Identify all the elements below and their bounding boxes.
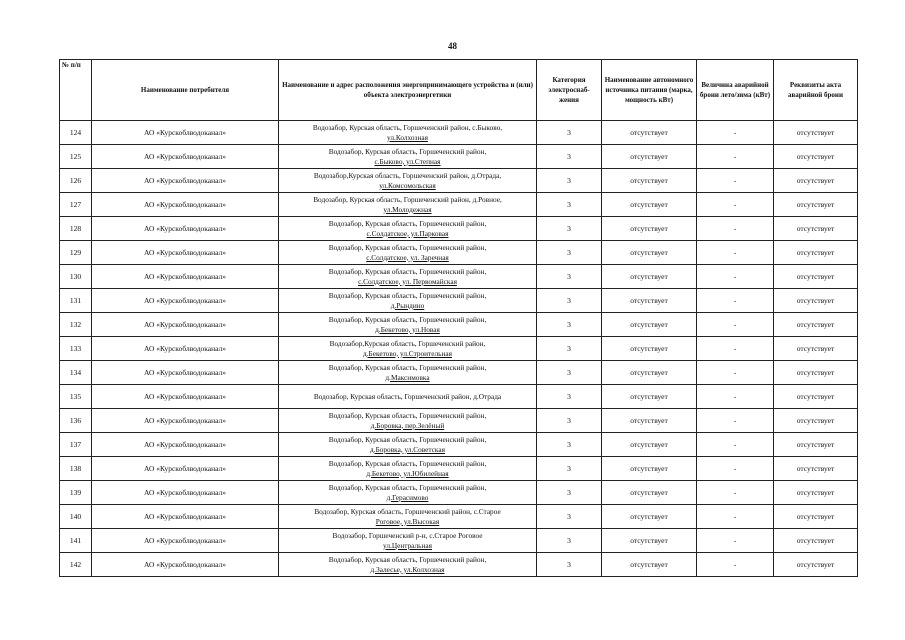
act-details-cell: отсутствует	[774, 505, 858, 529]
power-source-cell: отсутствует	[602, 193, 697, 217]
table-row	[60, 361, 858, 385]
table-row	[60, 289, 858, 313]
power-source-cell: отсутствует	[602, 313, 697, 337]
address-line-2: д.Бекетово, ул.Юбилейная	[366, 468, 449, 478]
address-cell	[279, 361, 537, 385]
power-source-cell: отсутствует	[602, 217, 697, 241]
table-row	[60, 121, 858, 145]
act-details-cell: отсутствует	[774, 385, 858, 409]
address-cell	[279, 145, 537, 169]
reserve-value-cell: -	[697, 313, 774, 337]
category-cell: 3	[537, 169, 602, 193]
row-number-cell: 129	[60, 241, 92, 265]
table-row	[60, 553, 858, 577]
table-row	[60, 481, 858, 505]
address-line-1: Водозабор, Курская область, Горшеченский район,	[328, 291, 487, 300]
reserve-value-cell: -	[697, 145, 774, 169]
address-line-1: Водозабор, Курская область, Горшеченский район,	[328, 243, 487, 252]
address-cell	[279, 313, 537, 337]
address-cell	[279, 169, 537, 193]
table-row	[60, 457, 858, 481]
address-line-2: д.Боровка, ул.Советская	[370, 444, 445, 454]
address-line-1: Водозабор, Курская область, Горшеченский район,	[328, 147, 487, 156]
reserve-value-cell: -	[697, 553, 774, 577]
act-details-cell: отсутствует	[774, 217, 858, 241]
category-cell: 3	[537, 313, 602, 337]
category-cell: 3	[537, 241, 602, 265]
address-line-1: Водозабор, Курская область, Горшеченский район,	[328, 363, 487, 372]
header-category: Категория электроснаб-жения	[537, 60, 602, 121]
power-source-cell: отсутствует	[602, 121, 697, 145]
power-source-cell: отсутствует	[602, 457, 697, 481]
consumer-name-cell: АО «Курскоблводоканал»	[92, 289, 279, 313]
consumer-name-cell: АО «Курскоблводоканал»	[92, 121, 279, 145]
category-cell: 3	[537, 265, 602, 289]
table-header-row	[60, 60, 858, 121]
address-line-2: д.Рындино	[390, 300, 425, 310]
power-source-cell: отсутствует	[602, 337, 697, 361]
table-row	[60, 145, 858, 169]
consumer-name-cell: АО «Курскоблводоканал»	[92, 553, 279, 577]
category-cell: 3	[537, 529, 602, 553]
address-line-1: Водозабор, Курская область, Горшеченский район, д.Ровное,	[313, 195, 502, 204]
act-details-cell: отсутствует	[774, 553, 858, 577]
act-details-cell: отсутствует	[774, 145, 858, 169]
category-cell: 3	[537, 145, 602, 169]
address-line-2: с.Солдатское, ул. Первомайская	[358, 276, 457, 286]
consumer-name-cell: АО «Курскоблводоканал»	[92, 169, 279, 193]
address-line-2: д.Бекетово, ул.Строительная	[363, 348, 452, 358]
act-details-cell: отсутствует	[774, 457, 858, 481]
act-details-cell: отсутствует	[774, 409, 858, 433]
consumer-name-cell: АО «Курскоблводоканал»	[92, 361, 279, 385]
table-row	[60, 337, 858, 361]
reserve-value-cell: -	[697, 505, 774, 529]
header-act: Реквизиты акта аварийной брони	[774, 60, 858, 121]
category-cell: 3	[537, 505, 602, 529]
address-line-1: Водозабор, Курская область, Горшеченский район,	[328, 219, 487, 228]
consumers-table	[59, 59, 858, 577]
power-source-cell: отсутствует	[602, 169, 697, 193]
table-row	[60, 529, 858, 553]
category-cell: 3	[537, 409, 602, 433]
table-row	[60, 265, 858, 289]
address-cell	[279, 433, 537, 457]
address-line-1: Водозабор, Курская область, Горшеченский район,	[328, 459, 487, 468]
row-number-cell: 124	[60, 121, 92, 145]
address-line-2: д.Залесье, ул.Колхозная	[370, 564, 445, 574]
reserve-value-cell: -	[697, 241, 774, 265]
page-number: 48	[448, 41, 457, 51]
row-number-cell: 136	[60, 409, 92, 433]
address-cell	[279, 337, 537, 361]
consumer-name-cell: АО «Курскоблводоканал»	[92, 409, 279, 433]
consumer-name-cell: АО «Курскоблводоканал»	[92, 217, 279, 241]
address-line-2: ул.Колхозная	[387, 132, 428, 142]
address-line-1: Водозабор, Курская область, Горшеченский район, с.Быково,	[312, 123, 503, 132]
reserve-value-cell: -	[697, 337, 774, 361]
reserve-value-cell: -	[697, 529, 774, 553]
address-cell	[279, 529, 537, 553]
reserve-value-cell: -	[697, 409, 774, 433]
power-source-cell: отсутствует	[602, 433, 697, 457]
act-details-cell: отсутствует	[774, 313, 858, 337]
category-cell: 3	[537, 361, 602, 385]
reserve-value-cell: -	[697, 433, 774, 457]
address-line-1: Водозабор, Курская область, Горшеченский район,	[328, 435, 487, 444]
address-line-2: Роговое, ул.Высокая	[375, 516, 440, 526]
reserve-value-cell: -	[697, 385, 774, 409]
address-cell	[279, 241, 537, 265]
power-source-cell: отсутствует	[602, 265, 697, 289]
address-line-2: д.Бекетово, ул.Новая	[375, 324, 440, 334]
consumer-name-cell: АО «Курскоблводоканал»	[92, 385, 279, 409]
row-number-cell: 140	[60, 505, 92, 529]
address-line-1: Водозабор, Курская область, Горшеченский район,	[328, 555, 487, 564]
consumer-name-cell: АО «Курскоблводоканал»	[92, 145, 279, 169]
address-line-2: д.Герасимово	[386, 492, 429, 502]
reserve-value-cell: -	[697, 361, 774, 385]
consumer-name-cell: АО «Курскоблводоканал»	[92, 505, 279, 529]
address-cell	[279, 193, 537, 217]
address-line-2: д.Боровка, пер.Зелёный	[370, 420, 445, 430]
header-consumer: Наименование потребителя	[92, 60, 279, 121]
address-cell	[279, 217, 537, 241]
row-number-cell: 131	[60, 289, 92, 313]
address-cell	[279, 385, 537, 409]
address-cell	[279, 553, 537, 577]
address-cell	[279, 289, 537, 313]
reserve-value-cell: -	[697, 121, 774, 145]
consumer-name-cell: АО «Курскоблводоканал»	[92, 241, 279, 265]
row-number-cell: 142	[60, 553, 92, 577]
act-details-cell: отсутствует	[774, 361, 858, 385]
act-details-cell: отсутствует	[774, 121, 858, 145]
address-line-1: Водозабор, Курская область, Горшеченский район,	[328, 267, 487, 276]
consumer-name-cell: АО «Курскоблводоканал»	[92, 337, 279, 361]
row-number-cell: 138	[60, 457, 92, 481]
address-line-2: с.Солдатское, ул. Заречная	[366, 252, 449, 262]
act-details-cell: отсутствует	[774, 169, 858, 193]
reserve-value-cell: -	[697, 193, 774, 217]
address-line-1: Водозабор, Горшеченский р-н, с.Старое Роговое	[332, 531, 483, 540]
power-source-cell: отсутствует	[602, 505, 697, 529]
act-details-cell: отсутствует	[774, 481, 858, 505]
act-details-cell: отсутствует	[774, 433, 858, 457]
address-line-2: ул.Комсомольская	[379, 180, 436, 190]
address-cell	[279, 457, 537, 481]
reserve-value-cell: -	[697, 169, 774, 193]
address-line-2: д.Максимовка	[385, 372, 430, 382]
power-source-cell: отсутствует	[602, 145, 697, 169]
table-row	[60, 217, 858, 241]
address-line-1: Водозабор, Курская область, Горшеченский район,	[328, 411, 487, 420]
consumer-name-cell: АО «Курскоблводоканал»	[92, 457, 279, 481]
header-reserve: Величина аварийной брони лето/зима (кВт)	[697, 60, 774, 121]
consumer-name-cell: АО «Курскоблводоканал»	[92, 265, 279, 289]
power-source-cell: отсутствует	[602, 481, 697, 505]
act-details-cell: отсутствует	[774, 193, 858, 217]
table-row	[60, 385, 858, 409]
act-details-cell: отсутствует	[774, 241, 858, 265]
address-line-2: ул.Центральная	[383, 540, 432, 550]
consumer-name-cell: АО «Курскоблводоканал»	[92, 313, 279, 337]
category-cell: 3	[537, 457, 602, 481]
address-cell	[279, 481, 537, 505]
row-number-cell: 130	[60, 265, 92, 289]
power-source-cell: отсутствует	[602, 553, 697, 577]
power-source-cell: отсутствует	[602, 241, 697, 265]
address-line-1: Водозабор,Курская область, Горшеченский район, д.Отрада,	[313, 171, 502, 180]
row-number-cell: 141	[60, 529, 92, 553]
address-line-1: Водозабор, Курская область, Горшеченский район,	[328, 483, 487, 492]
table-row	[60, 505, 858, 529]
reserve-value-cell: -	[697, 265, 774, 289]
header-source: Наименование автономного источника питания (марка, мощность кВт)	[602, 60, 697, 121]
power-source-cell: отсутствует	[602, 409, 697, 433]
address-cell	[279, 121, 537, 145]
category-cell: 3	[537, 385, 602, 409]
consumer-name-cell: АО «Курскоблводоканал»	[92, 433, 279, 457]
row-number-cell: 126	[60, 169, 92, 193]
table-row	[60, 241, 858, 265]
category-cell: 3	[537, 193, 602, 217]
table-row	[60, 433, 858, 457]
power-source-cell: отсутствует	[602, 289, 697, 313]
consumer-name-cell: АО «Курскоблводоканал»	[92, 193, 279, 217]
row-number-cell: 132	[60, 313, 92, 337]
reserve-value-cell: -	[697, 289, 774, 313]
table-row	[60, 193, 858, 217]
category-cell: 3	[537, 553, 602, 577]
header-num: № п/п	[60, 60, 92, 121]
table-row	[60, 169, 858, 193]
act-details-cell: отсутствует	[774, 529, 858, 553]
row-number-cell: 135	[60, 385, 92, 409]
row-number-cell: 128	[60, 217, 92, 241]
act-details-cell: отсутствует	[774, 337, 858, 361]
table-body	[60, 121, 858, 577]
address-line-2: с.Быково, ул.Степная	[374, 156, 441, 166]
row-number-cell: 133	[60, 337, 92, 361]
consumer-name-cell: АО «Курскоблводоканал»	[92, 529, 279, 553]
category-cell: 3	[537, 217, 602, 241]
power-source-cell: отсутствует	[602, 385, 697, 409]
row-number-cell: 134	[60, 361, 92, 385]
table-row	[60, 313, 858, 337]
address-line-1: Водозабор, Курская область, Горшеченский район,	[328, 315, 487, 324]
header-address: Наименование и адрес расположения энергопринимающего устройства и (или) объекта электроэнергетики	[279, 60, 537, 121]
row-number-cell: 125	[60, 145, 92, 169]
address-line-1: Водозабор, Курская область, Горшеченский район, с.Старое	[314, 507, 501, 516]
category-cell: 3	[537, 433, 602, 457]
consumer-name-cell: АО «Курскоблводоканал»	[92, 481, 279, 505]
table-row	[60, 409, 858, 433]
address-cell	[279, 265, 537, 289]
category-cell: 3	[537, 337, 602, 361]
row-number-cell: 127	[60, 193, 92, 217]
row-number-cell: 139	[60, 481, 92, 505]
address-cell	[279, 409, 537, 433]
category-cell: 3	[537, 121, 602, 145]
reserve-value-cell: -	[697, 481, 774, 505]
address-line-1: Водозабор, Курская область, Горшеченский район, д.Отрада	[313, 391, 502, 401]
address-line-1: Водозабор,Курская область, Горшеченский район,	[329, 339, 486, 348]
address-line-2: ул.Молодежная	[383, 204, 432, 214]
row-number-cell: 137	[60, 433, 92, 457]
power-source-cell: отсутствует	[602, 361, 697, 385]
category-cell: 3	[537, 481, 602, 505]
category-cell: 3	[537, 289, 602, 313]
power-source-cell: отсутствует	[602, 529, 697, 553]
act-details-cell: отсутствует	[774, 265, 858, 289]
address-cell	[279, 505, 537, 529]
address-line-2: с.Солдатское, ул.Парковая	[366, 228, 449, 238]
reserve-value-cell: -	[697, 217, 774, 241]
act-details-cell: отсутствует	[774, 289, 858, 313]
reserve-value-cell: -	[697, 457, 774, 481]
